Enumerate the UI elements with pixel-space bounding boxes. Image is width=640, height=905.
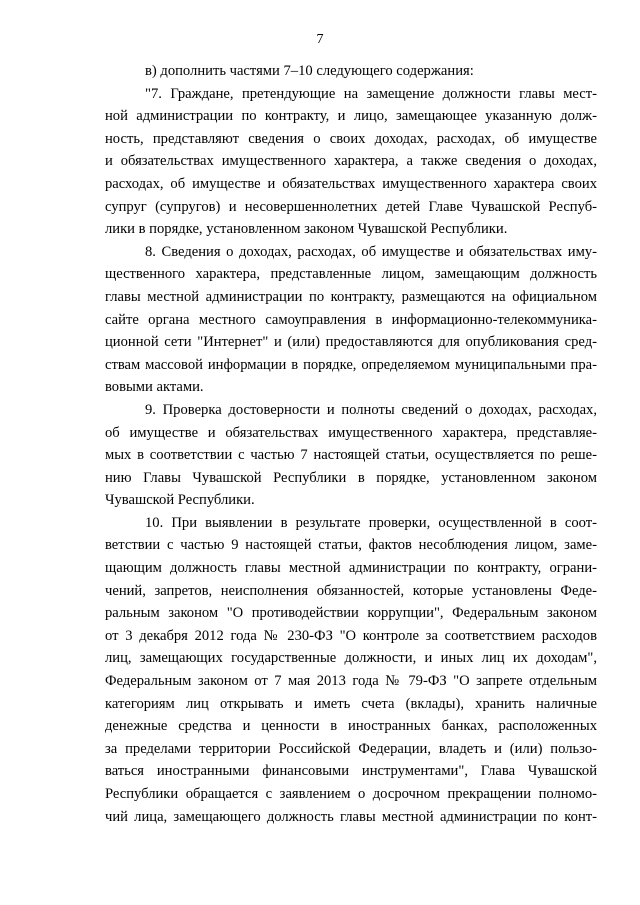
text-line: "7. Граждане, претендующие на замещение должности главы мест-	[145, 85, 597, 102]
text-line: чений, запретов, неисполнения обязанностей, которые установлены Феде-	[105, 582, 597, 599]
text-line: вовыми актами.	[105, 379, 204, 396]
text-line: лики в порядке, установленном законом Чувашской Республики.	[105, 221, 508, 238]
text-line: об имуществе и обязательствах имущественного характера, представляе-	[105, 424, 597, 441]
text-line: главы местной администрации по контракту, размещаются на официальном	[105, 288, 597, 305]
text-line: категориям лиц открывать и иметь счета (вклады), хранить наличные	[105, 695, 597, 712]
text-line: Чувашской Республики.	[105, 492, 255, 509]
text-line: ветствии с частью 9 настоящей статьи, фактов несоблюдения лицом, заме-	[105, 537, 597, 554]
text-line: и обязательствах имущественного характера, а также сведения о доходах,	[105, 153, 597, 170]
text-line: ствам массовой информации в порядке, определяемом муниципальными пра-	[105, 356, 597, 373]
text-line: расходах, об имуществе и обязательствах имущественного характера своих	[105, 175, 597, 192]
text-line: за пределами территории Российской Федерации, владеть и (или) пользо-	[105, 740, 597, 757]
text-line: Федеральным законом от 7 мая 2013 года № 79-ФЗ "О запрете отдельным	[105, 673, 597, 690]
page-number: 7	[316, 32, 324, 47]
text-line: 9. Проверка достоверности и полноты сведений о доходах, расходах,	[145, 401, 597, 418]
text-line: ной администрации по контракту, и лицо, замещающее указанную долж-	[105, 108, 597, 125]
document-body	[105, 60, 597, 828]
text-line: сайте органа местного самоуправления в информационно-телекоммуника-	[105, 311, 597, 328]
text-line: мых в соответствии с частью 7 настоящей статьи, осуществляется по реше-	[105, 447, 597, 464]
text-line: от 3 декабря 2012 года № 230-ФЗ "О контроле за соответствием расходов	[105, 627, 597, 644]
text-line: супруг (супругов) и несовершеннолетних детей Главе Чувашской Респуб-	[105, 198, 597, 215]
text-line: 10. При выявлении в результате проверки, осуществленной в соот-	[145, 514, 597, 531]
text-line: ваться иностранными финансовыми инструментами", Глава Чувашской	[105, 763, 597, 780]
text-line: денежные средства и ценности в иностранных банках, расположенных	[105, 718, 597, 735]
text-line: чий лица, замещающего должность главы местной администрации по конт-	[105, 808, 597, 825]
text-line: щественного характера, представленные лицом, замещающим должность	[105, 266, 597, 283]
text-line: 8. Сведения о доходах, расходах, об имуществе и обязательствах иму-	[145, 243, 597, 260]
text-line: лиц, замещающих государственные должности, и иных лиц их доходам",	[105, 650, 597, 667]
text-line: щающим должность главы местной администрации по контракту, ограни-	[105, 560, 597, 577]
text-line: в) дополнить частями 7–10 следующего содержания:	[145, 63, 474, 79]
text-line: ность, представляют сведения о своих доходах, расходах, об имуществе	[105, 130, 597, 147]
text-line: ционной сети "Интернет" и (или) предоставляются для опубликования сред-	[105, 334, 597, 351]
text-line: Республики обращается с заявлением о досрочном прекращении полномо-	[105, 786, 597, 802]
text-line: нию Главы Чувашской Республики в порядке, установленном законом	[105, 469, 597, 486]
text-line: ральным законом "О противодействии коррупции", Федеральным законом	[105, 605, 597, 622]
